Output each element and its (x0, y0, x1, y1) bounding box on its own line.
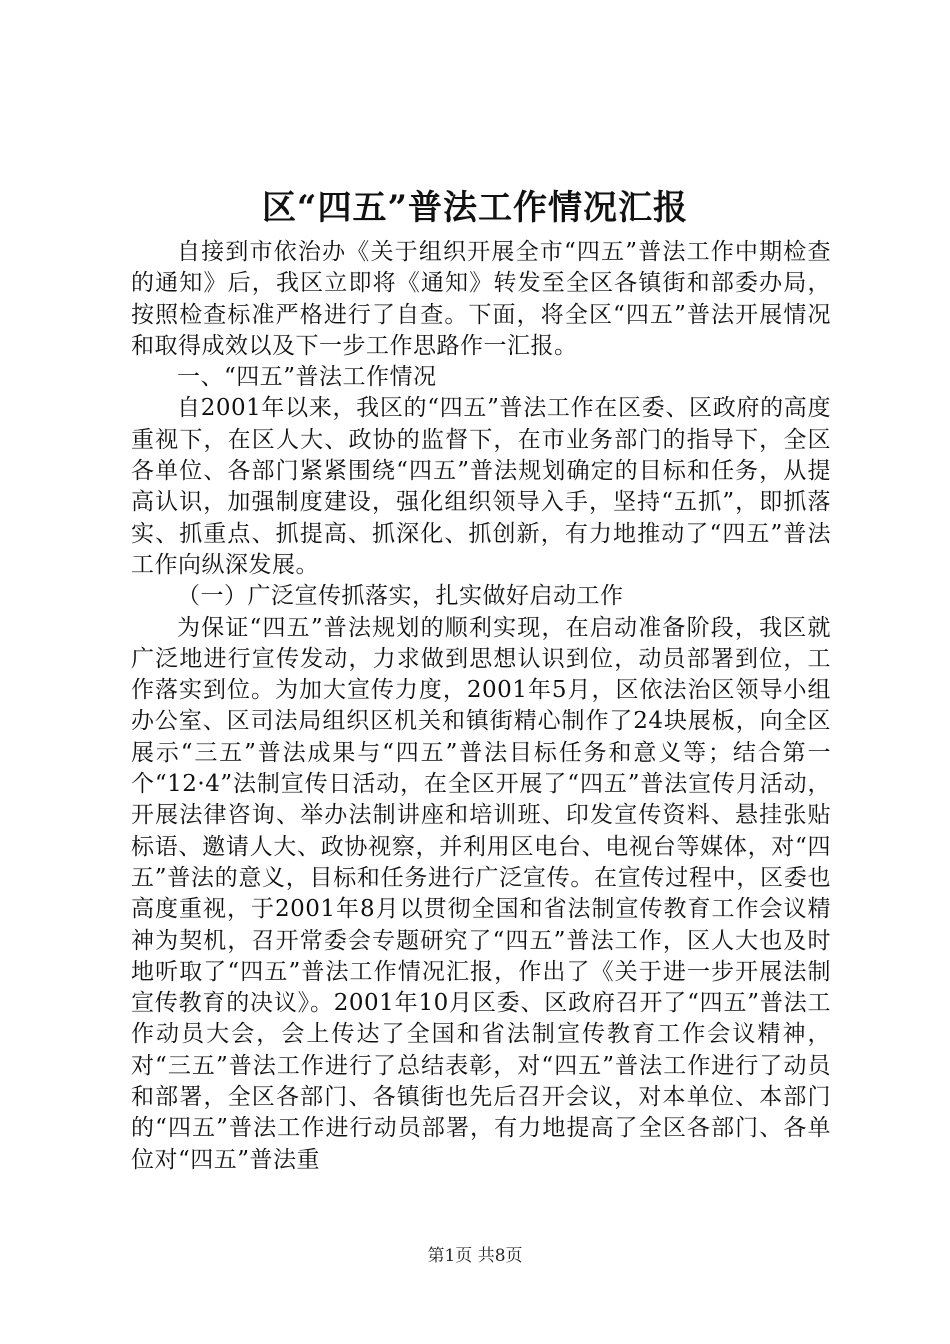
section-1-paragraph: 自2001年以来，我区的“四五”普法工作在区委、区政府的高度重视下，在区人大、政协的监督下，在市业务部门的指导下，全区各单位、各部门紧紧围绕“四五”普法规划确定的目标和任务，从提高认识，加强制度建设，强化组织领导入手，坚持“五抓”，即抓落实、抓重点、抓提高、抓深化、抓创新，有力地推动了“四五”普法工作向纵深发展。 (131, 395, 831, 578)
subsection-1-paragraph: 为保证“四五”普法规划的顺利实现，在启动准备阶段，我区就广泛地进行宣传发动，力求做到思想认识到位，动员部署到位，工作落实到位。为加大宣传力度，2001年5月，区依法治区领导小组办公室、区司法局组织区机关和镇街精心制作了24块展板，向全区展示“三五”普法成果与“四五”普法目标任务和意义等；结合第一个“12·4”法制宣传日活动，在全区开展了“四五”普法宣传月活动，开展法律咨询、举办法制讲座和培训班、印发宣传资料、悬挂张贴标语、邀请人大、政协视察，并利用区电台、电视台等媒体，对“四五”普法的意义，目标和任务进行广泛宣传。在宣传过程中，区委也高度重视，于2001年8月以贯彻全国和省法制宣传教育工作会议精神为契机，召开常委会专题研究了“四五”普法工作，区人大也及时地听取了“四五”普法工作情况汇报，作出了《关于进一步开展法制宣传教育的决议》。2001年10月区委、区政府召开了“四五”普法工作动员大会，会上传达了全国和省法制宣传教育工作会议精神，对“三五”普法工作进行了总结表彰，对“四五”普法工作进行了动员和部署，全区各部门、各镇街也先后召开会议，对本单位、本部门的“四五”普法工作进行动员部署，有力地提高了全区各部门、各单位对“四五”普法重 (131, 614, 831, 1173)
section-heading-1: 一、“四五”普法工作情况 (177, 364, 437, 391)
subsection-heading-1: （一）广泛宣传抓落实，扎实做好启动工作 (177, 583, 624, 610)
document-title: 区“四五”普法工作情况汇报 (261, 188, 689, 228)
document-body (131, 237, 831, 1176)
page-number-footer: 第1页 共8页 (427, 1246, 523, 1266)
intro-paragraph: 自接到市依治办《关于组织开展全市“四五”普法工作中期检查的通知》后，我区立即将《通知》转发至全区各镇街和部委办局，按照检查标准严格进行了自查。下面，将全区“四五”普法开展情况和取得成效以及下一步工作思路作一汇报。 (131, 239, 831, 359)
